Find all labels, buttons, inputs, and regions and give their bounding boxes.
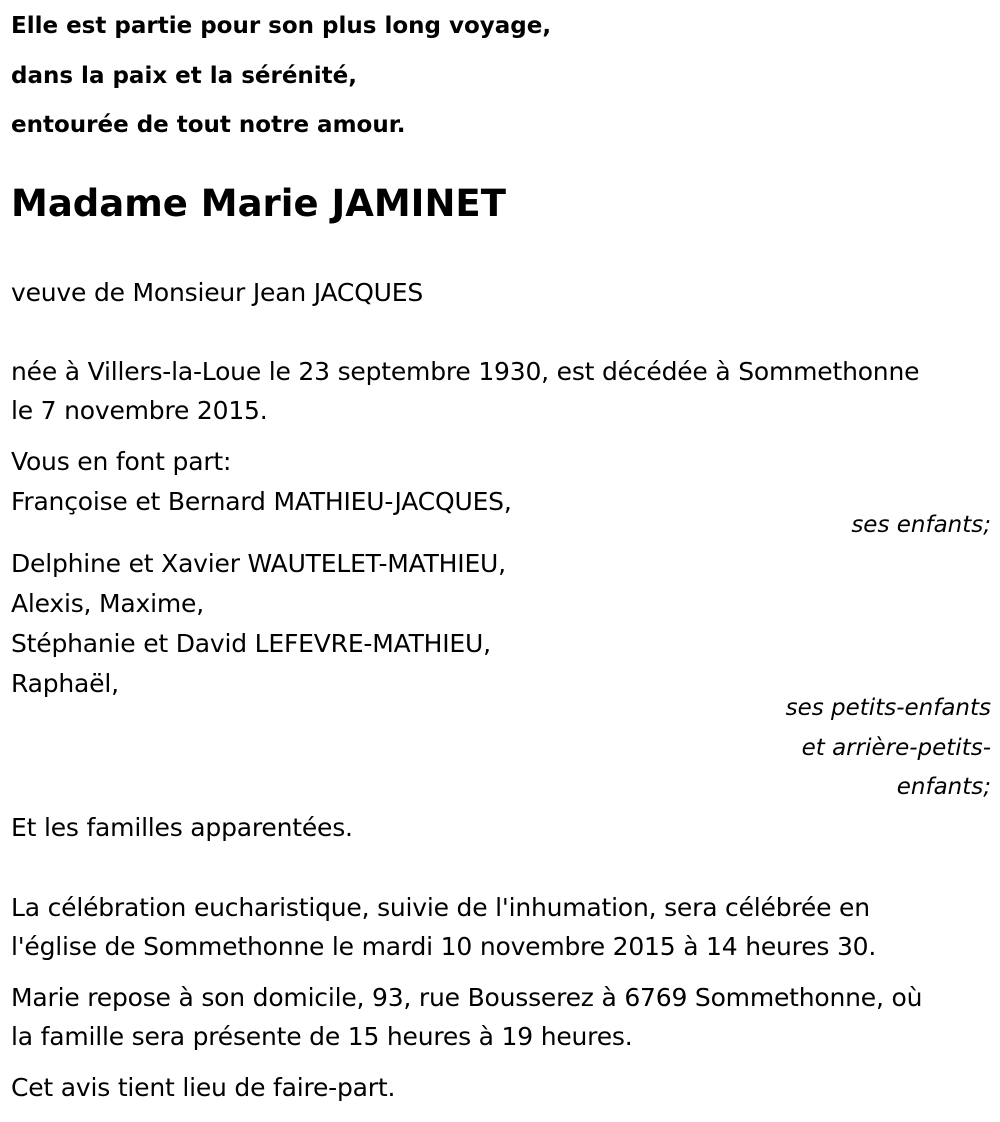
grandchildren-role-line-3: enfants; <box>896 774 991 800</box>
intro-line-2: dans la paix et la sérénité, <box>11 63 358 89</box>
grandchildren-line-3: Stéphanie et David LEFEVRE-MATHIEU, <box>11 629 491 658</box>
related-families: Et les familles apparentées. <box>11 813 353 842</box>
ceremony-line-1: La célébration eucharistique, suivie de l'inhumation, sera célébrée en <box>11 893 870 922</box>
intro-line-1: Elle est partie pour son plus long voyage, <box>11 13 552 39</box>
visitation-line-1: Marie repose à son domicile, 93, rue Bousserez à 6769 Sommethonne, où <box>11 983 923 1012</box>
grandchildren-role-line-1: ses petits-enfants <box>785 695 991 721</box>
birth-death-line-2: le 7 novembre 2015. <box>11 396 268 425</box>
deceased-name: Madame Marie JAMINET <box>11 182 506 225</box>
announcement-intro: Vous en font part: <box>11 447 232 476</box>
closing-line: Cet avis tient lieu de faire-part. <box>11 1073 396 1102</box>
ceremony-line-2: l'église de Sommethonne le mardi 10 novembre 2015 à 14 heures 30. <box>11 932 877 961</box>
grandchildren-line-4: Raphaël, <box>11 669 119 698</box>
grandchildren-line-1: Delphine et Xavier WAUTELET-MATHIEU, <box>11 549 506 578</box>
children-names: Françoise et Bernard MATHIEU-JACQUES, <box>11 487 512 516</box>
grandchildren-role-line-2: et arrière-petits- <box>801 735 991 761</box>
intro-line-3: entourée de tout notre amour. <box>11 112 406 138</box>
visitation-line-2: la famille sera présente de 15 heures à 19 heures. <box>11 1022 633 1051</box>
children-role: ses enfants; <box>851 512 991 538</box>
grandchildren-line-2: Alexis, Maxime, <box>11 589 204 618</box>
widow-of: veuve de Monsieur Jean JACQUES <box>11 278 424 307</box>
birth-death-line-1: née à Villers-la-Loue le 23 septembre 1930, est décédée à Sommethonne <box>11 357 920 386</box>
